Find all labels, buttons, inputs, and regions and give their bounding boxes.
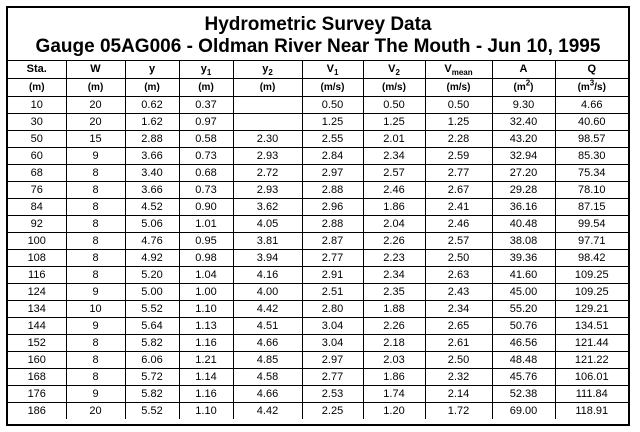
- cell-vmean: 2.63: [425, 267, 492, 284]
- column-header-label: y: [262, 63, 269, 75]
- cell-vmean: 2.14: [425, 386, 492, 403]
- cell-y2: 4.42: [233, 403, 302, 420]
- column-header-subscript: 1: [333, 68, 339, 78]
- cell-y1: 0.73: [179, 148, 233, 165]
- cell-a: 55.20: [492, 301, 555, 318]
- column-unit-w: [66, 79, 125, 97]
- cell-y1: 1.10: [179, 301, 233, 318]
- cell-v2: 2.01: [363, 131, 425, 148]
- cell-v1: 2.84: [302, 148, 363, 165]
- cell-y2: 4.85: [233, 352, 302, 369]
- cell-vmean: 2.61: [425, 335, 492, 352]
- cell-q: 111.84: [555, 386, 628, 403]
- cell-a: 32.94: [492, 148, 555, 165]
- table-row: [8, 301, 628, 318]
- units-row: [8, 79, 628, 97]
- cell-v1: 2.77: [302, 250, 363, 267]
- cell-sta: 144: [8, 318, 66, 335]
- cell-v1: 3.04: [302, 335, 363, 352]
- cell-v1: 2.97: [302, 165, 363, 182]
- cell-v1: 2.51: [302, 284, 363, 301]
- cell-y: 4.76: [125, 233, 179, 250]
- cell-w: 8: [66, 165, 125, 182]
- cell-y2: 4.58: [233, 369, 302, 386]
- cell-y: 5.52: [125, 403, 179, 420]
- unit-tail: /s): [594, 82, 606, 93]
- cell-v2: 2.18: [363, 335, 425, 352]
- cell-sta: 116: [8, 267, 66, 284]
- cell-a: 50.76: [492, 318, 555, 335]
- cell-y1: 1.10: [179, 403, 233, 420]
- cell-sta: 76: [8, 182, 66, 199]
- cell-w: 8: [66, 267, 125, 284]
- cell-vmean: 2.59: [425, 148, 492, 165]
- cell-vmean: 2.32: [425, 369, 492, 386]
- cell-y2: [233, 97, 302, 114]
- cell-sta: 10: [8, 97, 66, 114]
- cell-y: 5.82: [125, 335, 179, 352]
- table-row: [8, 352, 628, 369]
- cell-q: 78.10: [555, 182, 628, 199]
- table-row: [8, 114, 628, 131]
- header-row: [8, 61, 628, 79]
- cell-q: 4.66: [555, 97, 628, 114]
- cell-sta: 134: [8, 301, 66, 318]
- cell-y1: 1.04: [179, 267, 233, 284]
- cell-w: 9: [66, 386, 125, 403]
- cell-a: 36.16: [492, 199, 555, 216]
- cell-a: 69.00: [492, 403, 555, 420]
- cell-v2: 2.34: [363, 267, 425, 284]
- column-unit-q: [555, 79, 628, 97]
- cell-w: 10: [66, 301, 125, 318]
- cell-y1: 1.21: [179, 352, 233, 369]
- cell-a: 27.20: [492, 165, 555, 182]
- cell-a: 38.08: [492, 233, 555, 250]
- cell-y2: 2.30: [233, 131, 302, 148]
- cell-w: 8: [66, 199, 125, 216]
- table-row: [8, 182, 628, 199]
- table-title: [8, 8, 628, 61]
- cell-v2: 1.74: [363, 386, 425, 403]
- cell-a: 32.40: [492, 114, 555, 131]
- cell-y1: 0.73: [179, 182, 233, 199]
- table-row: [8, 131, 628, 148]
- cell-vmean: 2.41: [425, 199, 492, 216]
- cell-w: 9: [66, 284, 125, 301]
- table-row: [8, 369, 628, 386]
- cell-y: 4.92: [125, 250, 179, 267]
- survey-table-frame: [6, 6, 630, 426]
- cell-y: 2.88: [125, 131, 179, 148]
- unit-text: (m/s): [382, 82, 406, 93]
- unit-text: (m): [28, 82, 45, 93]
- column-unit-v2: [363, 79, 425, 97]
- table-row: [8, 403, 628, 420]
- cell-y1: 1.16: [179, 386, 233, 403]
- cell-a: 48.48: [492, 352, 555, 369]
- column-header-w: [66, 61, 125, 79]
- cell-v2: 0.50: [363, 97, 425, 114]
- cell-v2: 1.88: [363, 301, 425, 318]
- cell-v1: 2.97: [302, 352, 363, 369]
- cell-v2: 2.03: [363, 352, 425, 369]
- table-row: [8, 216, 628, 233]
- cell-w: 8: [66, 352, 125, 369]
- column-header-q: [555, 61, 628, 79]
- cell-sta: 152: [8, 335, 66, 352]
- table-row: [8, 233, 628, 250]
- title-line-1: Hydrometric Survey Data: [204, 14, 432, 35]
- cell-y2: [233, 114, 302, 131]
- column-unit-y1: [179, 79, 233, 97]
- cell-v2: 1.86: [363, 369, 425, 386]
- cell-y1: 1.00: [179, 284, 233, 301]
- column-unit-v1: [302, 79, 363, 97]
- cell-y: 3.40: [125, 165, 179, 182]
- cell-y1: 1.14: [179, 369, 233, 386]
- cell-vmean: 2.50: [425, 352, 492, 369]
- cell-sta: 100: [8, 233, 66, 250]
- column-header-label: y: [200, 63, 207, 75]
- cell-y: 0.62: [125, 97, 179, 114]
- cell-y1: 0.95: [179, 233, 233, 250]
- column-header-label: Sta.: [26, 63, 47, 75]
- unit-text: (m: [577, 82, 590, 93]
- unit-text: (m): [87, 82, 104, 93]
- cell-y1: 0.98: [179, 250, 233, 267]
- cell-y: 5.20: [125, 267, 179, 284]
- cell-q: 87.15: [555, 199, 628, 216]
- cell-y: 5.64: [125, 318, 179, 335]
- cell-v2: 2.26: [363, 233, 425, 250]
- cell-q: 97.71: [555, 233, 628, 250]
- column-header-y2: [233, 61, 302, 79]
- cell-vmean: 2.65: [425, 318, 492, 335]
- column-header-y: [125, 61, 179, 79]
- unit-superscript: 3: [589, 78, 595, 88]
- column-header-v2: [363, 61, 425, 79]
- cell-v1: 2.88: [302, 216, 363, 233]
- cell-w: 8: [66, 335, 125, 352]
- column-header-label: y: [148, 63, 156, 75]
- unit-text: (m/s): [320, 82, 345, 93]
- cell-w: 9: [66, 148, 125, 165]
- cell-vmean: 2.34: [425, 301, 492, 318]
- cell-sta: 186: [8, 403, 66, 420]
- cell-v1: 1.25: [302, 114, 363, 131]
- cell-v1: 2.88: [302, 182, 363, 199]
- cell-sta: 68: [8, 165, 66, 182]
- cell-q: 121.44: [555, 335, 628, 352]
- cell-v2: 1.20: [363, 403, 425, 420]
- cell-sta: 176: [8, 386, 66, 403]
- cell-a: 45.76: [492, 369, 555, 386]
- cell-q: 109.25: [555, 267, 628, 284]
- cell-q: 129.21: [555, 301, 628, 318]
- cell-v1: 0.50: [302, 97, 363, 114]
- cell-a: 41.60: [492, 267, 555, 284]
- column-header-label: Q: [587, 63, 597, 75]
- cell-v1: 2.96: [302, 199, 363, 216]
- cell-y1: 1.01: [179, 216, 233, 233]
- unit-text: (m): [259, 82, 276, 93]
- cell-sta: 160: [8, 352, 66, 369]
- cell-q: 106.01: [555, 369, 628, 386]
- cell-w: 20: [66, 403, 125, 420]
- cell-y2: 3.94: [233, 250, 302, 267]
- table-row: [8, 97, 628, 114]
- cell-y2: 3.81: [233, 233, 302, 250]
- cell-vmean: 0.50: [425, 97, 492, 114]
- cell-a: 39.36: [492, 250, 555, 267]
- cell-v1: 2.77: [302, 369, 363, 386]
- cell-y1: 0.68: [179, 165, 233, 182]
- table-row: [8, 250, 628, 267]
- column-header-subscript: 1: [206, 68, 212, 78]
- cell-q: 85.30: [555, 148, 628, 165]
- table-row: [8, 199, 628, 216]
- column-header-sta: [8, 61, 66, 79]
- cell-q: 75.34: [555, 165, 628, 182]
- cell-q: 109.25: [555, 284, 628, 301]
- cell-y1: 0.58: [179, 131, 233, 148]
- unit-text: (m): [144, 82, 160, 93]
- cell-v2: 2.34: [363, 148, 425, 165]
- column-unit-y2: [233, 79, 302, 97]
- cell-w: 8: [66, 216, 125, 233]
- cell-q: 98.57: [555, 131, 628, 148]
- cell-vmean: 2.28: [425, 131, 492, 148]
- unit-tail: ): [530, 82, 534, 93]
- cell-v2: 2.46: [363, 182, 425, 199]
- cell-y1: 1.16: [179, 335, 233, 352]
- cell-vmean: 2.57: [425, 233, 492, 250]
- column-header-subscript: 2: [268, 68, 273, 78]
- cell-y: 4.52: [125, 199, 179, 216]
- cell-y2: 4.66: [233, 386, 302, 403]
- cell-v2: 1.86: [363, 199, 425, 216]
- cell-v2: 2.26: [363, 318, 425, 335]
- unit-superscript: 2: [525, 78, 531, 88]
- column-header-label: V: [388, 63, 396, 75]
- cell-w: 15: [66, 131, 125, 148]
- cell-vmean: 1.72: [425, 403, 492, 420]
- cell-y2: 4.51: [233, 318, 302, 335]
- cell-sta: 92: [8, 216, 66, 233]
- cell-y: 5.00: [125, 284, 179, 301]
- cell-q: 98.42: [555, 250, 628, 267]
- cell-sta: 84: [8, 199, 66, 216]
- cell-q: 118.91: [555, 403, 628, 420]
- cell-vmean: 2.50: [425, 250, 492, 267]
- column-header-label: V: [444, 63, 452, 75]
- cell-v1: 2.87: [302, 233, 363, 250]
- cell-y: 5.82: [125, 386, 179, 403]
- cell-y2: 4.00: [233, 284, 302, 301]
- cell-v2: 2.23: [363, 250, 425, 267]
- cell-q: 40.60: [555, 114, 628, 131]
- cell-v1: 2.53: [302, 386, 363, 403]
- cell-a: 46.56: [492, 335, 555, 352]
- cell-y2: 2.93: [233, 182, 302, 199]
- cell-q: 121.22: [555, 352, 628, 369]
- column-header-label: A: [519, 63, 528, 75]
- cell-a: 9.30: [492, 97, 555, 114]
- table-row: [8, 165, 628, 182]
- cell-y2: 4.16: [233, 267, 302, 284]
- cell-y: 5.72: [125, 369, 179, 386]
- cell-y1: 0.37: [179, 97, 233, 114]
- cell-sta: 124: [8, 284, 66, 301]
- cell-v2: 2.04: [363, 216, 425, 233]
- unit-text: (m/s): [446, 82, 471, 93]
- cell-a: 29.28: [492, 182, 555, 199]
- column-unit-vmean: [425, 79, 492, 97]
- cell-sta: 168: [8, 369, 66, 386]
- cell-y: 3.66: [125, 182, 179, 199]
- column-header-subscript: mean: [451, 68, 473, 78]
- cell-sta: 50: [8, 131, 66, 148]
- cell-sta: 108: [8, 250, 66, 267]
- cell-sta: 30: [8, 114, 66, 131]
- cell-w: 8: [66, 182, 125, 199]
- column-header-v1: [302, 61, 363, 79]
- cell-y2: 4.42: [233, 301, 302, 318]
- cell-a: 52.38: [492, 386, 555, 403]
- table-row: [8, 386, 628, 403]
- cell-y2: 2.72: [233, 165, 302, 182]
- cell-q: 134.51: [555, 318, 628, 335]
- cell-v2: 1.25: [363, 114, 425, 131]
- table-row: [8, 335, 628, 352]
- cell-v1: 2.91: [302, 267, 363, 284]
- cell-w: 8: [66, 369, 125, 386]
- cell-y: 6.06: [125, 352, 179, 369]
- table-row: [8, 284, 628, 301]
- cell-v1: 3.04: [302, 318, 363, 335]
- cell-vmean: 2.46: [425, 216, 492, 233]
- cell-w: 8: [66, 250, 125, 267]
- column-header-label: W: [90, 63, 101, 75]
- cell-vmean: 2.43: [425, 284, 492, 301]
- cell-w: 20: [66, 97, 125, 114]
- cell-y: 5.52: [125, 301, 179, 318]
- table-row: [8, 148, 628, 165]
- data-table: [8, 61, 628, 419]
- table-row: [8, 318, 628, 335]
- cell-v1: 2.25: [302, 403, 363, 420]
- cell-sta: 60: [8, 148, 66, 165]
- cell-v2: 2.35: [363, 284, 425, 301]
- column-unit-y: [125, 79, 179, 97]
- cell-vmean: 2.77: [425, 165, 492, 182]
- cell-a: 40.48: [492, 216, 555, 233]
- cell-w: 8: [66, 233, 125, 250]
- cell-y: 5.06: [125, 216, 179, 233]
- cell-y: 1.62: [125, 114, 179, 131]
- cell-y1: 0.97: [179, 114, 233, 131]
- column-unit-sta: [8, 79, 66, 97]
- unit-text: (m): [198, 82, 214, 93]
- cell-a: 45.00: [492, 284, 555, 301]
- cell-y: 3.66: [125, 148, 179, 165]
- cell-y1: 0.90: [179, 199, 233, 216]
- cell-y2: 4.66: [233, 335, 302, 352]
- cell-y1: 1.13: [179, 318, 233, 335]
- cell-v2: 2.57: [363, 165, 425, 182]
- table-row: [8, 267, 628, 284]
- cell-vmean: 1.25: [425, 114, 492, 131]
- cell-v1: 2.55: [302, 131, 363, 148]
- column-header-subscript: 2: [395, 68, 400, 78]
- cell-y2: 4.05: [233, 216, 302, 233]
- cell-vmean: 2.67: [425, 182, 492, 199]
- cell-q: 99.54: [555, 216, 628, 233]
- column-header-label: V: [326, 63, 334, 75]
- column-header-vmean: [425, 61, 492, 79]
- column-header-a: [492, 61, 555, 79]
- cell-y2: 2.93: [233, 148, 302, 165]
- column-header-y1: [179, 61, 233, 79]
- cell-w: 20: [66, 114, 125, 131]
- cell-a: 43.20: [492, 131, 555, 148]
- column-unit-a: [492, 79, 555, 97]
- cell-v1: 2.80: [302, 301, 363, 318]
- cell-w: 9: [66, 318, 125, 335]
- title-line-2: Gauge 05AG006 - Oldman River Near The Mouth - Jun 10, 1995: [35, 36, 601, 57]
- unit-text: (m: [513, 82, 526, 93]
- cell-y2: 3.62: [233, 199, 302, 216]
